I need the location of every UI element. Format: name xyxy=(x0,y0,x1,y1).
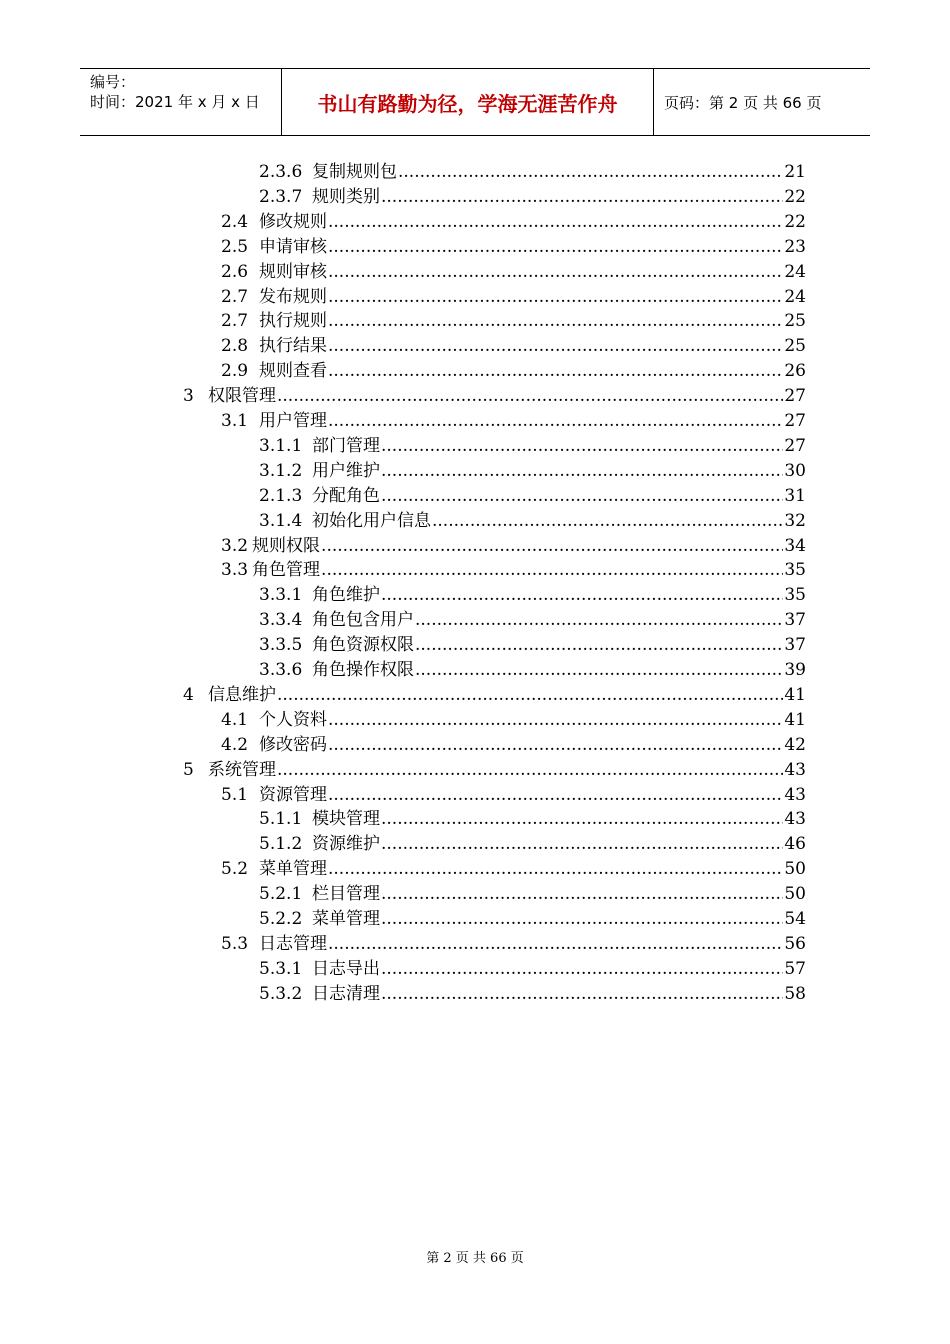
toc-entry[interactable] xyxy=(259,882,806,907)
toc-entry-page: 37 xyxy=(784,635,806,656)
toc-entry-title: 执行结果 xyxy=(259,336,327,357)
toc-leader-dots xyxy=(381,982,783,1007)
toc-leader-dots xyxy=(328,260,783,285)
toc-entry-title: 角色包含用户 xyxy=(312,610,414,631)
toc-entry-number: 3.1.4 xyxy=(259,510,303,531)
toc-entry[interactable] xyxy=(221,409,806,434)
toc-entry-title: 用户管理 xyxy=(259,411,327,431)
toc-leader-dots xyxy=(381,185,783,210)
toc-entry-page: 30 xyxy=(784,460,806,481)
toc-entry-title: 个人资料 xyxy=(259,709,327,730)
toc-entry-title: 规则审核 xyxy=(259,261,327,282)
toc-entry-page: 31 xyxy=(784,485,806,506)
toc-entry-number: 3.3 xyxy=(221,560,249,581)
toc-entry-title: 规则权限 xyxy=(252,535,321,556)
toc-entry-title: 日志清理 xyxy=(312,983,380,1004)
toc-entry-page: 35 xyxy=(784,585,806,606)
toc-leader-dots xyxy=(328,210,783,235)
toc-entry-number: 2.1.3 xyxy=(259,485,303,506)
toc-entry-title: 角色维护 xyxy=(312,585,380,606)
toc-entry-number: 3.2 xyxy=(221,535,249,556)
toc-entry-page: 32 xyxy=(784,510,806,531)
toc-entry[interactable] xyxy=(221,783,806,808)
toc-leader-dots xyxy=(328,783,783,808)
toc-leader-dots xyxy=(381,957,783,982)
toc-entry-title: 菜单管理 xyxy=(312,909,380,929)
header-meta xyxy=(80,69,282,135)
toc-entry-page: 22 xyxy=(784,186,806,207)
toc-entry-page: 42 xyxy=(784,734,806,755)
toc-entry[interactable] xyxy=(259,982,806,1007)
toc-entry-title: 修改密码 xyxy=(259,734,327,755)
toc-entry-page: 37 xyxy=(784,610,806,631)
toc-entry-number: 2.8 xyxy=(221,336,249,357)
toc-entry-page: 22 xyxy=(784,211,806,232)
toc-entry-page: 24 xyxy=(784,261,806,282)
toc-entry[interactable] xyxy=(221,309,806,334)
toc-entry[interactable] xyxy=(259,434,806,459)
toc-entry-number: 2.7 xyxy=(221,286,249,307)
toc-entry-title: 规则查看 xyxy=(259,361,327,382)
toc-entry-number: 2.7 xyxy=(221,311,249,332)
toc-entry-title: 规则类别 xyxy=(312,186,380,207)
toc-entry-page: 46 xyxy=(784,834,806,855)
toc-leader-dots xyxy=(328,285,783,310)
toc-leader-dots xyxy=(381,807,783,832)
toc-leader-dots xyxy=(328,733,783,758)
toc-entry-page: 27 xyxy=(784,435,806,456)
header-page-info: 页码：第 2 页 共 66 页 xyxy=(664,93,822,112)
document-number-label: 编号： xyxy=(90,73,136,91)
toc-leader-dots xyxy=(381,832,783,857)
toc-entry[interactable] xyxy=(221,708,806,733)
toc-entry[interactable] xyxy=(259,459,806,484)
toc-entry-page: 54 xyxy=(784,909,806,929)
toc-entry-number: 5.2.2 xyxy=(259,909,303,929)
toc-entry-title: 执行规则 xyxy=(259,311,327,332)
toc-entry-number: 2.5 xyxy=(221,236,249,257)
toc-entry-page: 25 xyxy=(784,311,806,332)
toc-entry[interactable] xyxy=(221,857,806,882)
toc-leader-dots xyxy=(321,534,783,559)
toc-entry[interactable] xyxy=(259,185,806,210)
toc-entry-title: 栏目管理 xyxy=(312,884,380,905)
toc-entry-title: 资源维护 xyxy=(312,834,380,855)
toc-leader-dots xyxy=(277,758,783,783)
toc-entry[interactable] xyxy=(183,758,806,783)
toc-entry-number: 4.2 xyxy=(221,734,249,755)
toc-leader-dots xyxy=(277,384,783,409)
toc-entry-number: 3.3.6 xyxy=(259,660,303,680)
toc-leader-dots xyxy=(328,309,783,334)
toc-entry-page: 35 xyxy=(784,560,806,581)
toc-entry-page: 41 xyxy=(784,709,806,730)
toc-leader-dots xyxy=(328,359,783,384)
toc-entry[interactable] xyxy=(259,160,806,185)
toc-leader-dots xyxy=(415,658,783,683)
toc-leader-dots xyxy=(381,484,783,509)
toc-entry-number: 4.1 xyxy=(221,709,249,730)
toc-entry-number: 3 xyxy=(183,386,194,407)
toc-entry-title: 发布规则 xyxy=(259,286,327,307)
toc-entry-page: 50 xyxy=(784,884,806,905)
toc-entry-number: 3.1.1 xyxy=(259,435,303,456)
toc-entry-number: 3.3.1 xyxy=(259,585,303,606)
toc-leader-dots xyxy=(432,509,783,534)
toc-entry-title: 复制规则包 xyxy=(312,162,397,182)
document-time-label: 时间：2021 年 x 月 x 日 xyxy=(90,93,260,111)
toc-entry-number: 3.1 xyxy=(221,411,249,431)
toc-entry-title: 角色管理 xyxy=(252,560,321,581)
toc-entry-page: 43 xyxy=(784,784,806,805)
toc-entry-number: 5.1.1 xyxy=(259,809,303,830)
toc-leader-dots xyxy=(381,882,783,907)
toc-entry-number: 3.3.4 xyxy=(259,610,303,631)
toc-entry-title: 申请审核 xyxy=(259,236,327,257)
toc-entry-title: 菜单管理 xyxy=(259,859,327,880)
toc-entry-title: 用户维护 xyxy=(312,460,380,481)
toc-entry-number: 5.1.2 xyxy=(259,834,303,855)
toc-entry-number: 4 xyxy=(183,684,194,705)
toc-entry-page: 56 xyxy=(784,933,806,954)
toc-leader-dots xyxy=(321,558,783,583)
toc-entry-page: 27 xyxy=(784,411,806,431)
toc-leader-dots xyxy=(398,160,783,185)
toc-entry[interactable] xyxy=(259,484,806,509)
toc-entry-page: 24 xyxy=(784,286,806,307)
toc-entry[interactable] xyxy=(183,384,806,409)
toc-entry[interactable] xyxy=(221,932,806,957)
toc-entry[interactable] xyxy=(183,683,806,708)
toc-entry-number: 5.3.2 xyxy=(259,983,303,1004)
toc-entry-page: 23 xyxy=(784,236,806,257)
toc-entry[interactable] xyxy=(221,260,806,285)
toc-entry[interactable] xyxy=(221,534,806,559)
toc-entry-page: 26 xyxy=(784,361,806,382)
toc-entry-number: 2.6 xyxy=(221,261,249,282)
toc-entry[interactable] xyxy=(221,733,806,758)
toc-leader-dots xyxy=(415,608,783,633)
toc-entry-title: 模块管理 xyxy=(312,809,380,830)
toc-entry-number: 5.1 xyxy=(221,784,249,805)
toc-entry-title: 部门管理 xyxy=(312,435,380,456)
toc-leader-dots xyxy=(328,235,783,260)
toc-entry-title: 权限管理 xyxy=(208,386,276,407)
toc-leader-dots xyxy=(381,459,783,484)
toc-entry[interactable] xyxy=(221,359,806,384)
header-motto: 书山有路勤为径，学海无涯苦作舟 xyxy=(282,69,654,135)
toc-entry-title: 初始化用户信息 xyxy=(312,510,431,531)
toc-entry-number: 5 xyxy=(183,759,194,780)
toc-entry-number: 3.3.5 xyxy=(259,635,303,656)
toc-entry[interactable] xyxy=(259,957,806,982)
toc-entry-page: 39 xyxy=(784,660,806,680)
toc-entry-page: 27 xyxy=(784,386,806,407)
toc-entry-title: 信息维护 xyxy=(208,684,276,705)
page-footer: 第 2 页 共 66 页 xyxy=(426,1251,524,1266)
toc-entry[interactable] xyxy=(259,583,806,608)
toc-entry-page: 41 xyxy=(784,684,806,705)
toc-entry-number: 5.2 xyxy=(221,859,249,880)
toc-entry[interactable] xyxy=(221,210,806,235)
toc-entry-page: 57 xyxy=(784,958,806,979)
toc-entry-title: 分配角色 xyxy=(312,485,380,506)
toc-entry-number: 2.4 xyxy=(221,211,249,232)
toc-entry[interactable] xyxy=(221,285,806,310)
toc-entry-title: 系统管理 xyxy=(208,759,276,780)
toc-entry-number: 5.3.1 xyxy=(259,958,303,979)
toc-entry[interactable] xyxy=(259,509,806,534)
toc-entry-number: 2.9 xyxy=(221,361,249,382)
toc-entry[interactable] xyxy=(221,558,806,583)
toc-entry-number: 5.2.1 xyxy=(259,884,303,905)
toc-entry-title: 修改规则 xyxy=(259,211,327,232)
toc-leader-dots xyxy=(381,583,783,608)
toc-entry[interactable] xyxy=(221,334,806,359)
toc-entry-number: 2.3.7 xyxy=(259,186,303,207)
toc-entry[interactable] xyxy=(259,633,806,658)
toc-leader-dots xyxy=(328,334,783,359)
toc-entry-page: 25 xyxy=(784,336,806,357)
toc-entry[interactable] xyxy=(259,658,806,683)
toc-entry-title: 角色资源权限 xyxy=(312,635,414,656)
toc-entry-title: 资源管理 xyxy=(259,784,327,805)
toc-entry[interactable] xyxy=(259,832,806,857)
toc-leader-dots xyxy=(328,409,783,434)
toc-leader-dots xyxy=(381,907,783,932)
toc-leader-dots xyxy=(328,857,783,882)
toc-leader-dots xyxy=(415,633,783,658)
toc-entry[interactable] xyxy=(259,907,806,932)
toc-entry-number: 3.1.2 xyxy=(259,460,303,481)
toc-leader-dots xyxy=(328,932,783,957)
toc-entry-page: 34 xyxy=(784,535,806,556)
toc-entry[interactable] xyxy=(259,807,806,832)
page-header xyxy=(80,68,870,136)
toc-entry-page: 50 xyxy=(784,859,806,880)
toc-entry[interactable] xyxy=(221,235,806,260)
toc-entry-title: 日志导出 xyxy=(312,958,380,979)
toc-leader-dots xyxy=(381,434,783,459)
toc-entry-page: 43 xyxy=(784,809,806,830)
toc-entry-number: 5.3 xyxy=(221,933,249,954)
toc-entry-page: 43 xyxy=(784,759,806,780)
toc-entry-number: 2.3.6 xyxy=(259,162,303,182)
toc-entry-title: 日志管理 xyxy=(259,933,327,954)
toc-leader-dots xyxy=(277,683,783,708)
toc-entry-title: 角色操作权限 xyxy=(312,660,414,680)
toc-entry-page: 21 xyxy=(784,162,806,182)
toc-entry-page: 58 xyxy=(784,983,806,1004)
toc-leader-dots xyxy=(328,708,783,733)
toc-entry[interactable] xyxy=(259,608,806,633)
